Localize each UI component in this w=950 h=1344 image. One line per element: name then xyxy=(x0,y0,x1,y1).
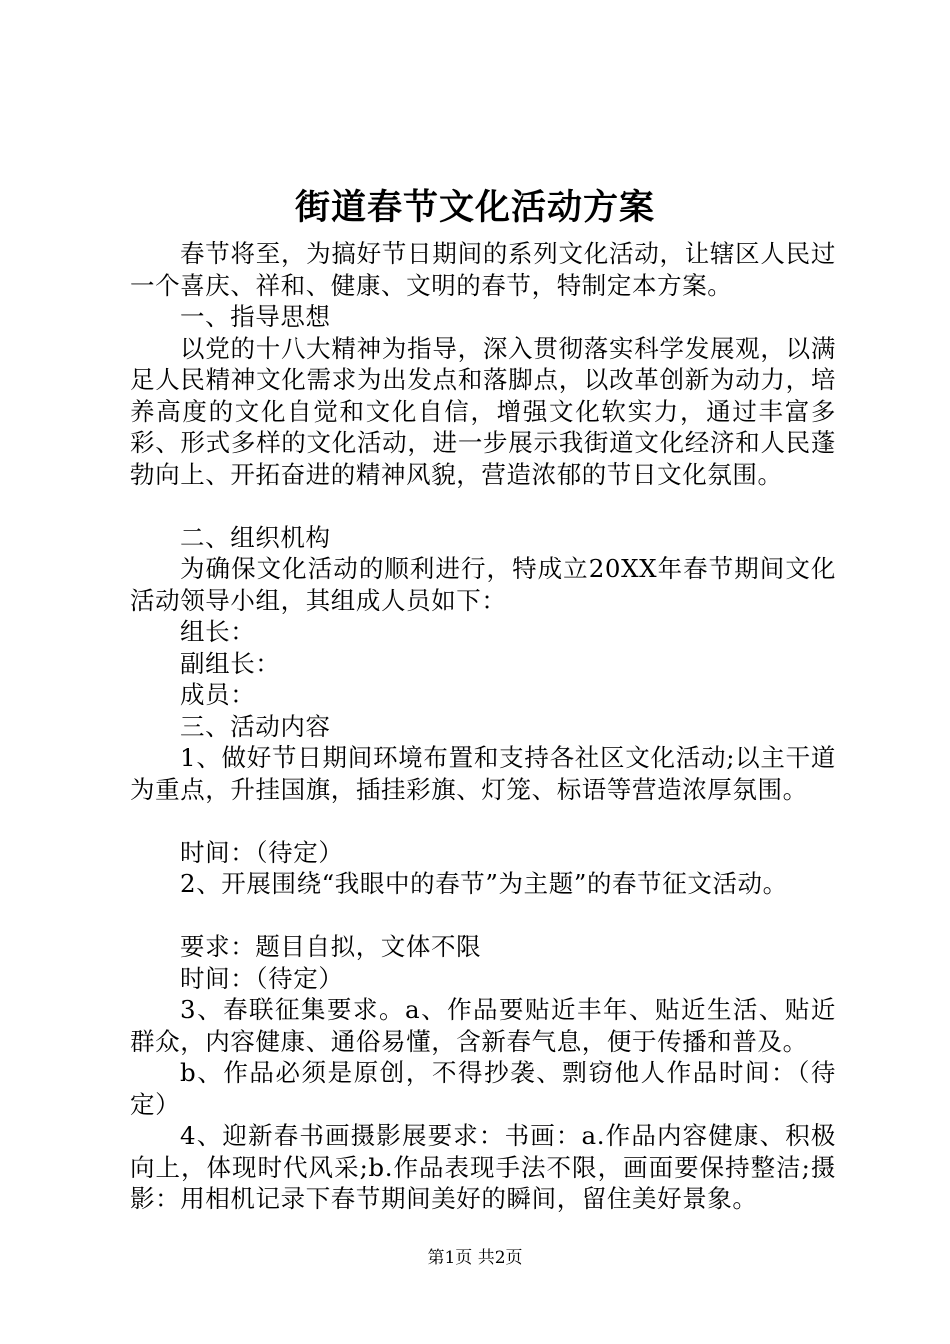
paragraph-intro: 春节将至，为搞好节日期间的系列文化活动，让辖区人民过一个喜庆、祥和、健康、文明的春节，特制定本方案。 xyxy=(130,239,836,300)
document-title: 街道春节文化活动方案 xyxy=(294,187,655,228)
section-heading-guiding-ideology: 一、指导思想 xyxy=(180,302,331,331)
section-heading-activities: 三、活动内容 xyxy=(180,711,331,741)
paragraph-guiding-ideology: 以党的十八大精神为指导，深入贯彻落实科学发展观，以满足人民精神文化需求为出发点和落脚点，以改革创新为动力，培养高度的文化自觉和文化自信，增强文化软实力，通过丰富多彩、形式多样的文化活动，进一步展示我街道文化经济和人民蓬勃向上、开拓奋进的精神风貌，营造浓郁的节日文化氛围。 xyxy=(130,333,836,489)
page-footer: 第1页 共2页 xyxy=(427,1248,523,1268)
paragraph-organization: 为确保文化活动的顺利进行，特成立20XX年春节期间文化活动领导小组，其组成人员如下： xyxy=(130,554,836,615)
line-time-1: 时间：（待定） xyxy=(180,837,344,867)
paragraph-activity-4: 4、迎新春书画摄影展要求：书画：a.作品内容健康、积极向上，体现时代风采;b.作品表现手法不限，画面要保持整洁;摄影：用相机记录下春节期间美好的瞬间，留住美好景象。 xyxy=(130,1121,836,1213)
line-deputy-leader: 副组长： xyxy=(180,648,281,678)
document-body xyxy=(130,238,836,1215)
paragraph-activity-3b: b、作品必须是原创，不得抄袭、剽窃他人作品时间：（待定） xyxy=(130,1058,836,1119)
section-heading-organization: 二、组织机构 xyxy=(180,522,331,552)
line-time-2: 时间：（待定） xyxy=(180,963,344,993)
line-requirements: 要求：题目自拟，文体不限 xyxy=(180,932,482,961)
paragraph-activity-1: 1、做好节日期间环境布置和支持各社区文化活动;以主干道为重点，升挂国旗，插挂彩旗、灯笼、标语等营造浓厚氛围。 xyxy=(130,743,836,804)
line-group-leader: 组长： xyxy=(180,617,256,646)
paragraph-activity-3: 3、春联征集要求。a、作品要贴近丰年、贴近生活、贴近群众，内容健康、通俗易懂，含新春气息，便于传播和普及。 xyxy=(130,995,836,1056)
paragraph-activity-2: 2、开展围绕“我眼中的春节”为主题”的春节征文活动。 xyxy=(180,869,788,898)
line-members: 成员： xyxy=(180,680,256,709)
